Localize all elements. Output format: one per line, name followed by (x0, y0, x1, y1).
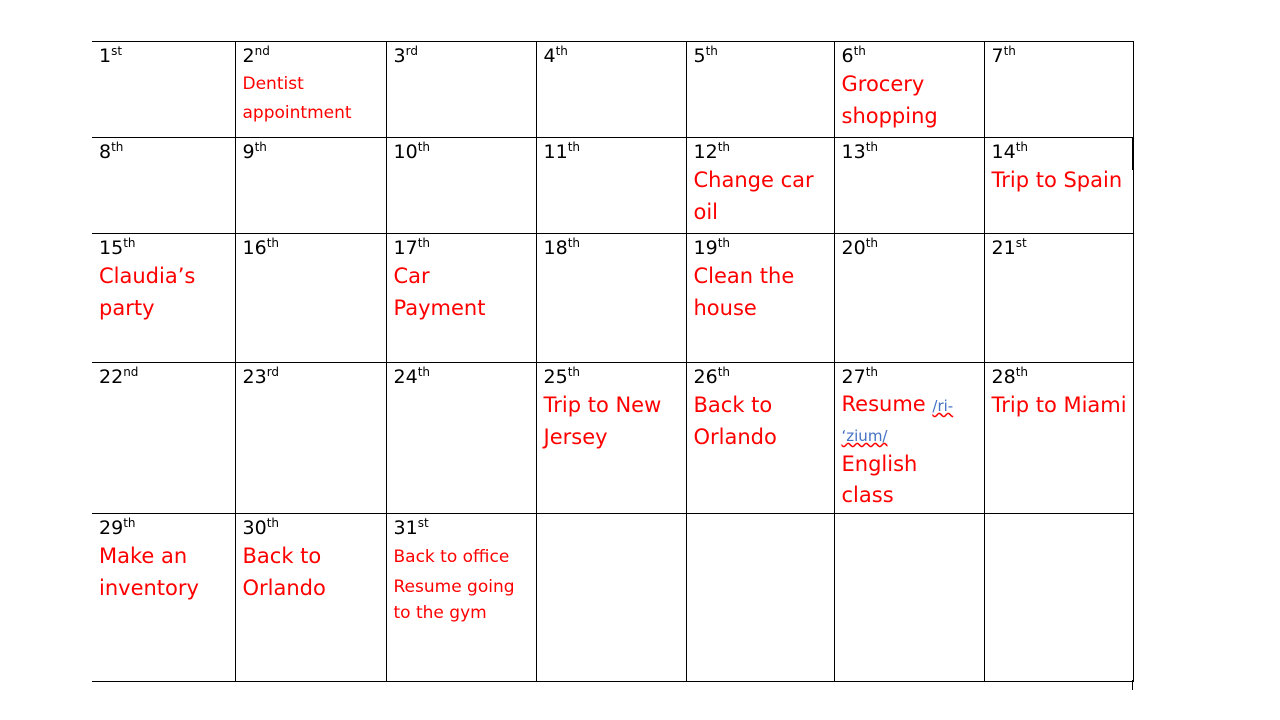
day-number: 11th (543, 140, 580, 163)
event-text: Make an inventory (99, 544, 199, 600)
day-cell-15 (92, 234, 235, 363)
day-cell-14 (984, 138, 1133, 234)
day-number: 6th (841, 44, 866, 67)
day-number: 1st (99, 44, 123, 67)
day-cell-25 (536, 363, 686, 514)
day-number: 17th (393, 236, 430, 259)
event-text: Back to office (393, 547, 510, 567)
day-cell-29 (92, 514, 235, 682)
empty-cell (536, 514, 686, 682)
table-edge-marker (1132, 138, 1133, 170)
calendar-table (92, 41, 1134, 682)
event-text: Back to Orlando (693, 393, 777, 449)
day-number: 29th (99, 516, 136, 539)
day-cell-27 (834, 363, 984, 514)
day-cell-31 (386, 514, 536, 682)
pronunciation-part-1: /ri- (932, 397, 954, 415)
day-cell-7 (984, 42, 1133, 138)
day-number: 12th (693, 140, 730, 163)
day-cell-19 (686, 234, 834, 363)
day-cell-3 (386, 42, 536, 138)
day-cell-11 (536, 138, 686, 234)
day-number: 19th (693, 236, 730, 259)
day-number: 4th (543, 44, 568, 67)
day-number: 23rd (242, 365, 280, 388)
day-cell-1 (92, 42, 235, 138)
week-row-5 (92, 514, 1133, 682)
week-row-2 (92, 138, 1133, 234)
day-cell-16 (235, 234, 386, 363)
event-text: Dentist appointment (242, 74, 352, 123)
day-number: 21st (991, 236, 1027, 259)
event-text: Trip to New Jersey (543, 393, 662, 449)
event-text: English class (841, 452, 918, 507)
week-row-4 (92, 363, 1133, 514)
table-resize-handle[interactable] (1132, 680, 1133, 690)
day-number: 26th (693, 365, 730, 388)
day-number: 25th (543, 365, 580, 388)
empty-cell (686, 514, 834, 682)
day-cell-10 (386, 138, 536, 234)
event-text (842, 389, 984, 449)
day-cell-18 (536, 234, 686, 363)
day-number: 2nd (242, 44, 270, 67)
event-text: Grocery shopping (841, 72, 938, 128)
empty-cell (834, 514, 984, 682)
event-text: Car Payment (393, 264, 486, 320)
day-number: 30th (242, 516, 279, 539)
event-text: Clean the house (693, 264, 795, 320)
day-cell-22 (92, 363, 235, 514)
day-cell-26 (686, 363, 834, 514)
day-cell-24 (386, 363, 536, 514)
day-number: 18th (543, 236, 580, 259)
day-number: 28th (991, 365, 1028, 388)
day-number: 31st (393, 516, 429, 539)
day-number: 7th (991, 44, 1016, 67)
pronunciation-part-2: ‘zium/ (841, 427, 888, 445)
day-number: 13th (841, 140, 878, 163)
day-cell-17 (386, 234, 536, 363)
day-cell-6 (834, 42, 984, 138)
day-number: 27th (841, 365, 878, 388)
day-cell-9 (235, 138, 386, 234)
day-number: 5th (693, 44, 718, 67)
event-text: Trip to Miami (991, 393, 1127, 417)
empty-cell (984, 514, 1133, 682)
day-number: 9th (242, 140, 267, 163)
event-text: Trip to Spain (991, 168, 1123, 192)
day-number: 14th (991, 140, 1028, 163)
week-row-3 (92, 234, 1133, 363)
week-row-1 (92, 42, 1133, 138)
day-number: 16th (242, 236, 279, 259)
event-text: Change car oil (693, 168, 814, 224)
event-text: Claudia’s party (99, 264, 196, 320)
event-text: Resume going to the gym (393, 577, 515, 623)
day-cell-21 (984, 234, 1133, 363)
day-number: 20th (841, 236, 878, 259)
day-cell-8 (92, 138, 235, 234)
day-cell-12 (686, 138, 834, 234)
day-cell-28 (984, 363, 1133, 514)
day-number: 10th (393, 140, 430, 163)
day-cell-23 (235, 363, 386, 514)
day-number: 24th (393, 365, 430, 388)
day-cell-5 (686, 42, 834, 138)
day-cell-13 (834, 138, 984, 234)
day-number: 8th (99, 140, 124, 163)
day-number: 3rd (393, 44, 418, 67)
day-number: 15th (99, 236, 136, 259)
day-cell-20 (834, 234, 984, 363)
day-cell-4 (536, 42, 686, 138)
event-text: Back to Orlando (242, 544, 326, 600)
event-text-resume: Resume (841, 392, 926, 416)
day-number: 22nd (99, 365, 139, 388)
day-cell-30 (235, 514, 386, 682)
day-cell-2 (235, 42, 386, 138)
